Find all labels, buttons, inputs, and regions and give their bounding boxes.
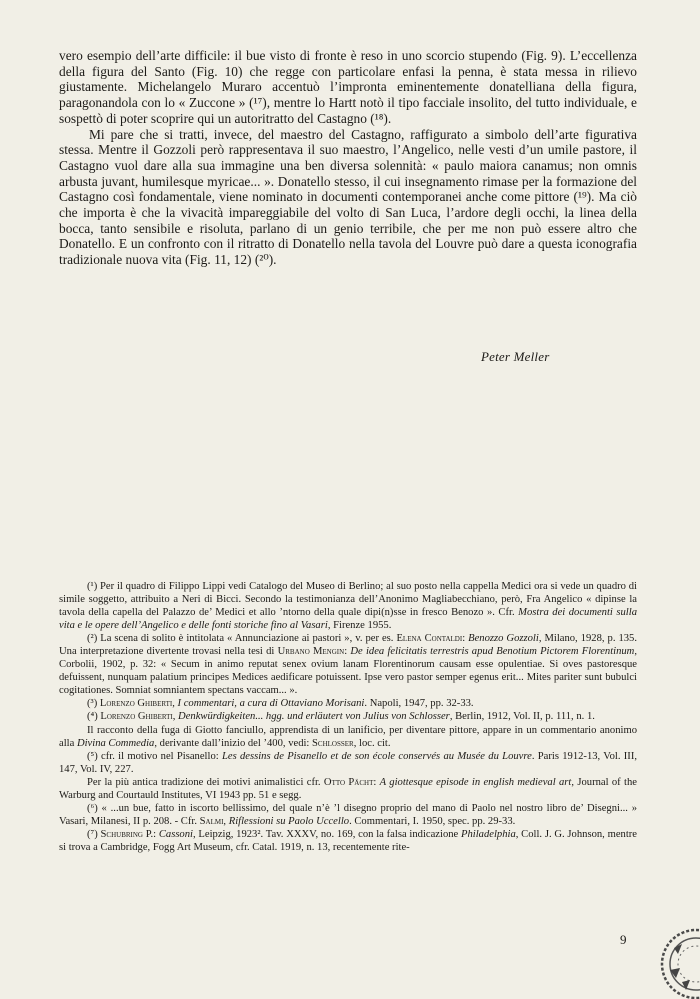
footnote-1: (¹) Per il quadro di Filippo Lippi vedi Catalogo del Museo di Berlino; al suo posto nella cappella Medici ora si vede un quadro di simile soggetto, attribuito a Neri di Bicci. Secondo la testimonianza dell’Anonimo Magliabecchiano, però, Fra Angelico « dipinse la tavola della capella del Palazzo de’ Medici et allo ’ntorno della quale dipi(n)sse in fresco Benozo ». Cfr. Mostra dei documenti sulla vita e le opere dell’Angelico e delle fonti storiche fino al Vasari, Firenze 1955. — [59, 581, 637, 632]
footnote-4: (⁴) Lorenzo Ghiberti, Denkwürdigkeiten... hgg. und erläutert von Julius von Schlosser, Berlin, 1912, Vol. II, p. 111, n. 1. — [87, 711, 595, 723]
library-stamp-icon — [652, 920, 700, 999]
library-stamp — [652, 920, 700, 999]
paragraph-2: Mi pare che si tratti, invece, del maestro del Castagno, raffigurato a simbolo dell’arte figurativa stessa. Mentre il Gozzoli però rappresentava il suo maestro, l’Angelico, nelle vesti d’un umile pastore, il Castagno vuol dare alla sua immagine una ben diversa solennità: « paulo maiora canamus; non omnis arbusta juvant, humilesque myricae... ». Donatello stesso, il cui insegnamento rimase per la formazione del Castagno così fondamentale, viene nominato in documenti contemporanei anche come pittore (¹⁹). Ma ciò che importa è che la vivacità impareggiabile del volto di San Luca, l’ardore degli occhi, la linea della bocca, tanto sensibile e risoluta, parlano di un genio terribile, che per me non può essere altro che Donatello. E un confronto con il ritratto di Donatello nella tavola del Louvre può dare a questa iconografia tradizionale nuova vita (Fig. 11, 12) (²⁰). — [59, 126, 637, 268]
paragraph-1: vero esempio dell’arte difficile: il bue visto di fronte è reso in uno scorcio stupendo (Fig. 9). L’eccellenza della figura del Santo (Fig. 10) che regge con particolare enfasi la penna, è stata messa in rilievo giustamente. Michelangelo Muraro accentuò l’impronta eminentemente donatelliana della figura, paragonandola con lo « Zuccone » (¹⁷), mentre lo Hartt notò il tipo facciale insolito, del tutto individuale, e sospettò di poter scoprire qui un autoritratto del Castagno (¹⁸). — [59, 48, 637, 126]
footnote-7: (⁷) Schubring P.: Cassoni, Leipzig, 1923². Tav. XXXV, no. 169, con la falsa indicazione Philadelphia, Coll. J. G. Johnson, mentre si trova a Cambridge, Fogg Art Museum, cfr. Catal. 1919, n. 13, recentemente rite- — [59, 828, 637, 853]
footnote-2: (²) La scena di solito è intitolata « Annunciazione ai pastori », v. per es. Elena Contaldi: Benozzo Gozzoli, Milano, 1928, p. 135. Una interpretazione divertente trovasi nella tesi di Urbano Mengin: De idea felicitatis terrestris apud Benotium Pictorem Florentinum, Corbolii, 1902, p. 32: « Secum in animo reputat senex ovium lanam Florentinorum causam esse opulentiae. Si oves pastoresque defuissent, nunquam palatium principes Medices aedificare potuissent. Ipse vero pastor semper egenus erit... Mites pariter sunt bubulci cogitationes. Somniat somniantem spectans vaccam... ». — [59, 633, 637, 697]
author-signature: Peter Meller — [481, 349, 550, 364]
main-text — [59, 48, 637, 268]
page-number: 9 — [620, 932, 627, 947]
footnotes — [59, 580, 637, 854]
footnote-5-continuation: Per la più antica tradizione dei motivi animalistici cfr. Otto Pächt: A giottesque episode in english medieval art, Journal of the Warburg and Courtauld Institutes, VI 1943 pp. 51 e segg. — [59, 776, 637, 801]
footnote-3: (³) Lorenzo Ghiberti, I commentari, a cura di Ottaviano Morisani. Napoli, 1947, pp. 32-33. — [87, 698, 474, 710]
footnote-4-continuation: Il racconto della fuga di Giotto fanciullo, apprendista di un lanificio, per diventare pittore, appare in un commentario anonimo alla Divina Commedia, derivante dall’inizio del ’400, vedi: Schlosser, loc. cit. — [59, 724, 637, 749]
footnote-6: (⁶) « ...un bue, fatto in iscorto bellissimo, del quale n’è ’l disegno proprio del mano di Paolo nel nostro libro de’ Disegni... » Vasari, Milanesi, II p. 208. - Cfr. Salmi, Riflessioni su Paolo Uccello. Commentari, I. 1950, spec. pp. 29-33. — [59, 802, 637, 827]
footnote-5: (⁵) cfr. il motivo nel Pisanello: Les dessins de Pisanello et de son école conservés au Musée du Louvre. Paris 1912-13, Vol. III, 147, Vol. IV, 227. — [59, 750, 638, 775]
